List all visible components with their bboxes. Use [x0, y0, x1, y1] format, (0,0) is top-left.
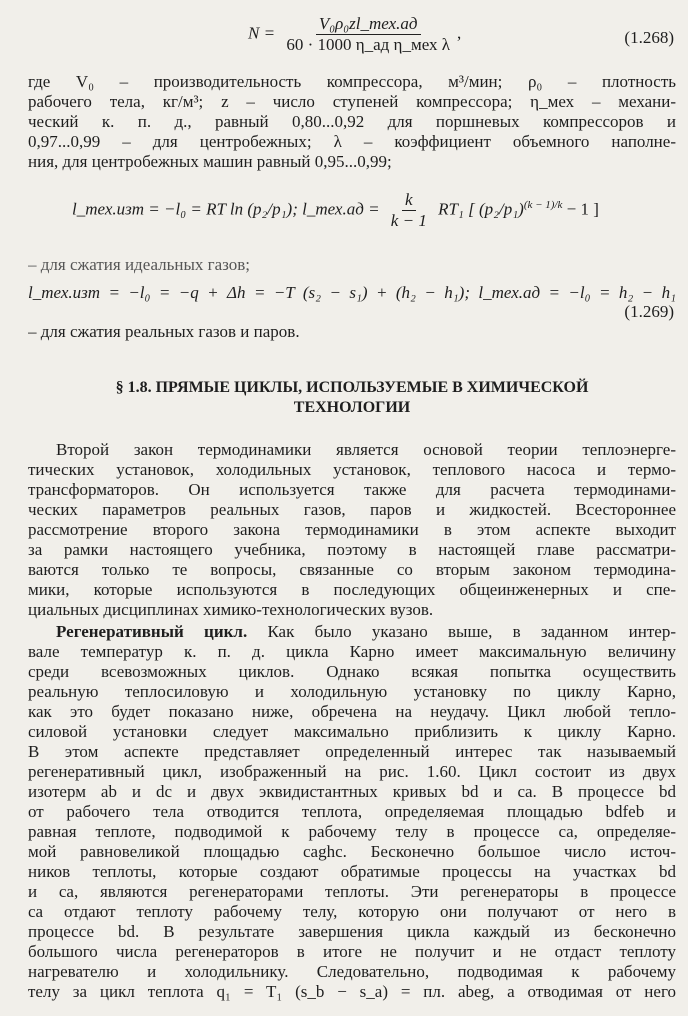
text-line: ния, для центробежных машин равный 0,95...0,99;: [28, 152, 392, 171]
text-line: В этом аспекте представляет определенный интерес так называемый: [28, 742, 676, 761]
formula-numerator: V₀ρ₀zl_тех.ад: [316, 14, 421, 35]
text-line: телу за цикл теплота q₁ = T₁ (s_b − s_a) = пл. abeg, а отводимая от него: [28, 982, 676, 1001]
text-line: за рамки настоящего учебника, поэтому в настоящей главе рассматри-: [28, 540, 676, 559]
text-line: и ca, являются регенераторами теплоты. Эти регенераторы в процессе: [28, 882, 676, 901]
text-line: ческих параметров реальных газов, паров и жидкостей. Всестороннее: [28, 500, 676, 519]
text-line: как это будет показано ниже, обречена на неудачу. Цикл любой тепло-: [28, 702, 676, 721]
text-line: ваются только те вопросы, связанные со вторым законом термодина-: [28, 560, 676, 579]
paragraph-regenerative-cycle: [28, 622, 676, 1002]
text-line: трансформаторов. Он используется также для расчета термодинами-: [28, 480, 676, 499]
text-line: мой равновеликой площадью caghc. Бесконечно большое число источ-: [28, 842, 676, 861]
section-heading-line: ТЕХНОЛОГИИ: [293, 399, 411, 416]
variable-definitions: [28, 72, 676, 172]
paragraph-second-law: [28, 440, 676, 620]
text-line: мики, которые используются в последующих общеинженерных и спе-: [28, 580, 676, 599]
text-line: ca отдают теплоту рабочему телу, которую они получают от него в: [28, 902, 676, 921]
ideal-caption-block: [28, 255, 676, 275]
formula-1269: l_тех.изт = −l₀ = −q + Δh = −T (s₂ − s₁) + (h₂ − h₁); l_тех.ад = −l₀ = h₂ − h₁: [28, 283, 676, 302]
text-line: вале температур к. п. д. цикла Карно имеет максимальную величину: [28, 642, 676, 661]
text-line: большого числа регенераторов в итоге не получит и не отдаст теплоту: [28, 942, 676, 961]
text-line: изотерм ab и dc и двух эквидистантных кривых bd и ca. В процессе bd: [28, 782, 676, 801]
section-heading-line: § 1.8. ПРЯМЫЕ ЦИКЛЫ, ИСПОЛЬЗУЕМЫЕ В ХИМИЧЕСКОЙ: [115, 379, 589, 396]
formula-ideal-gas: [72, 190, 599, 231]
text-line: ников теплоты, которые создают обратимые процессы на участках bd: [28, 862, 676, 881]
formula-part: RT₁ [ (p₂/p₁): [438, 199, 524, 219]
text-line: Второй закон термодинамики является основой теории теплоэнерге-: [56, 440, 676, 459]
formula-fraction: [283, 14, 453, 55]
text-line: процессе bd. В результате завершения цикла каждый из бесконечно: [28, 922, 676, 941]
text-line: нагревателю и холодильнику. Следовательно, подводимая к рабочему: [28, 962, 676, 981]
real-caption-block: [28, 322, 676, 342]
formula-numerator: k: [402, 190, 416, 211]
ideal-gas-caption: – для сжатия идеальных газов;: [28, 255, 251, 274]
text-line: реальную теплосиловую и холодильную установку по циклу Карно,: [28, 682, 676, 701]
formula-denominator: 60 · 1000 η_ад η_мех λ: [286, 35, 451, 54]
run-in-heading: Регенеративный цикл.: [56, 622, 248, 641]
text-line: среди всевозможных циклов. Однако всякая попытка осуществить: [28, 662, 676, 681]
equation-number-1269: (1.269): [624, 302, 674, 321]
text-line: [28, 622, 676, 642]
formula-denominator: k − 1: [390, 211, 427, 230]
text-line: тических установок, холодильных установок, теплового насоса и термо-: [28, 460, 676, 479]
text-line: силовой установки следует максимально приблизить к циклу Карно.: [28, 722, 676, 741]
text-line: от рабочего тела отводится теплота, определяемая площадью bdfeb и: [28, 802, 676, 821]
text-line: циальных дисциплинах химико-технологических вузов.: [28, 600, 434, 619]
text-line: регенеративный цикл, изображенный на рис. 1.60. Цикл состоит из двух: [28, 762, 676, 781]
text-line: ческий к. п. д., равный 0,80...0,92 для поршневых компрессоров и: [28, 112, 676, 131]
text-line: рабочего тела, кг/м³; z – число ступеней компрессора; η_мех – механи-: [28, 92, 676, 111]
text-line: рассмотрение второго закона термодинамики в этом аспекте выходит: [28, 520, 676, 539]
formula-exponent: (k − 1)/k: [523, 198, 563, 211]
formula-1268: [248, 14, 461, 55]
formula-1269-block: [28, 283, 676, 303]
text-line: равная теплоте, подводимой к рабочему телу в процессе ca, определяе-: [28, 822, 676, 841]
text-span: Как было указано выше, в заданном интер-: [267, 622, 676, 641]
formula-comma: ,: [457, 23, 462, 43]
equation-number-1268: (1.268): [624, 28, 674, 47]
text-line: 0,97...0,99 – для центробежных; λ – коэффициент объемного наполне-: [28, 132, 676, 151]
formula-part: − 1 ]: [566, 199, 599, 219]
formula-lhs: N =: [248, 23, 276, 43]
section-heading: [28, 378, 676, 418]
formula-fraction: [388, 190, 430, 231]
formula-part: l_тех.изт = −l₀ = RT ln (p₂/p₁); l_тех.ад =: [72, 199, 380, 219]
real-gas-caption: – для сжатия реальных газов и паров.: [28, 322, 300, 341]
text-line: где V₀ – производительность компрессора, м³/мин; ρ₀ – плотность: [28, 72, 676, 91]
